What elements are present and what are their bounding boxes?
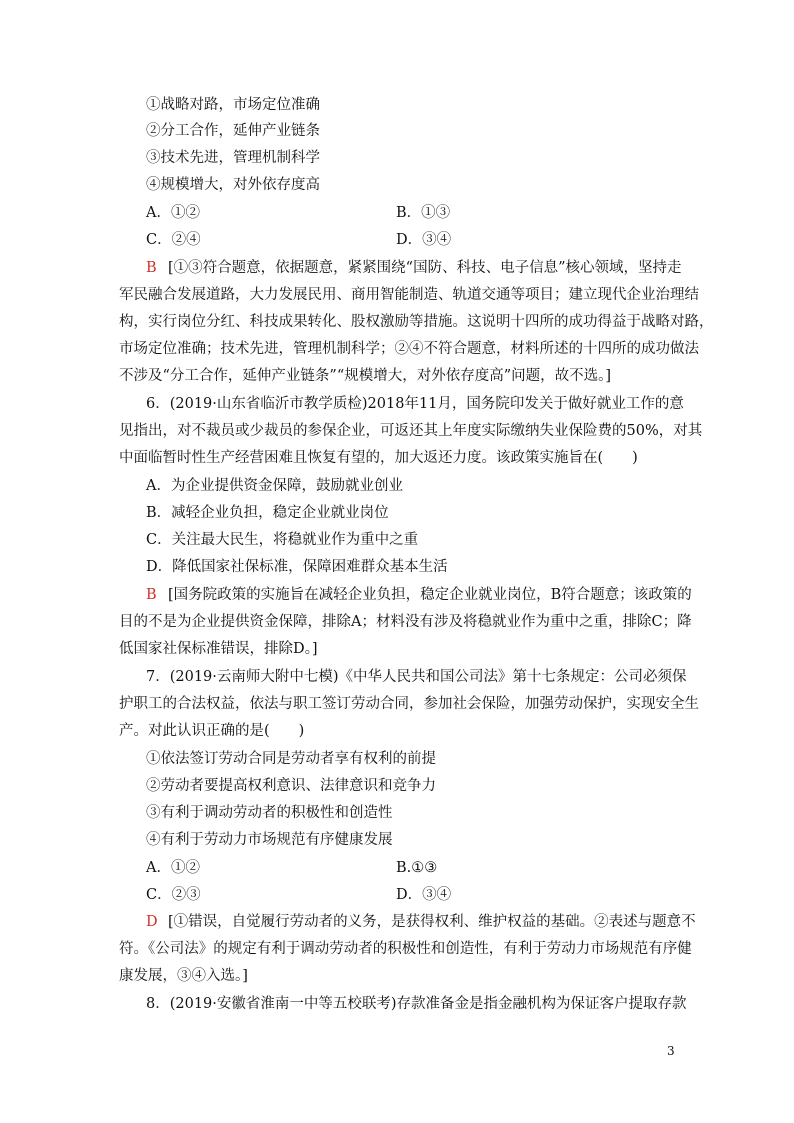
- q5-explanation-line-1: [①③符合题意，依据题意，紧紧围绕“国防、科技、电子信息”核心领域，坚持走: [168, 260, 682, 276]
- q6-explanation-line-1: [国务院政策的实施旨在减轻企业负担，稳定企业就业岗位，B符合题意；该政策的: [168, 587, 692, 603]
- q5-explanation-line-3: 构，实行岗位分红、科技成果转化、股权激励等措施。这说明十四所的成功得益于战略对路，: [119, 314, 714, 330]
- q7-stem-line-1: 7．(2019·云南师大附中七模)《中华人民共和国公司法》第十七条规定：公司必须保: [146, 669, 687, 685]
- q8-stem-line-1: 8．(2019·安徽省淮南一中等五校联考)存款准备金是指金融机构为保证客户提取存款: [146, 996, 687, 1012]
- page-number: 3: [667, 1044, 675, 1058]
- q7-item-2: ②劳动者要提高权利意识、法律意识和竞争力: [146, 778, 436, 794]
- q7-item-4: ④有利于劳动力市场规范有序健康发展: [146, 832, 393, 848]
- q7-option-b: B.①③: [396, 860, 438, 876]
- q5-option-d: D．③④: [396, 232, 452, 248]
- q5-option-a: A．①②: [146, 205, 200, 221]
- q6-stem-line-1: 6．(2019·山东省临沂市教学质检)2018年11月，国务院印发关于做好就业工作的意: [146, 396, 684, 412]
- q7-item-3: ③有利于调动劳动者的积极性和创造性: [146, 805, 393, 821]
- q7-explanation-line-2: 符。《公司法》的规定有利于调动劳动者的积极性和创造性，有利于劳动力市场规范有序健: [119, 941, 692, 957]
- q5-explanation-line-2: 军民融合发展道路，大力发展民用、商用智能制造、轨道交通等项目；建立现代企业治理结: [119, 287, 699, 303]
- q7-option-d: D．③④: [396, 887, 452, 903]
- q7-option-a: A．①②: [146, 860, 200, 876]
- q6-explanation-line-3: 低国家社保标准错误，排除D。]: [119, 641, 318, 657]
- q7-option-c: C．②③: [146, 887, 201, 903]
- q5-item-1: ①战略对路，市场定位准确: [146, 97, 320, 113]
- q6-answer: B: [146, 587, 157, 603]
- q6-stem-line-2: 见指出，对不裁员或少裁员的参保企业，可返还其上年度实际缴纳失业保险费的50%，对其: [119, 423, 703, 439]
- q7-stem-line-2: 护职工的合法权益，依法与职工签订劳动合同，参加社会保险，加强劳动保护，实现安全生: [119, 696, 699, 712]
- q5-explanation-line-4: 市场定位准确；技术先进，管理机制科学；②④不符合题意，材料所述的十四所的成功做法: [119, 341, 699, 357]
- q6-option-a: A．为企业提供资金保障，鼓励就业创业: [146, 478, 403, 494]
- q7-explanation-line-3: 康发展，③④入选。]: [119, 968, 248, 984]
- q7-item-1: ①依法签订劳动合同是劳动者享有权利的前提: [146, 751, 436, 767]
- q6-stem-line-3: 中面临暂时性生产经营困难且恢复有望的，加大返还力度。该政策实施旨在( ): [119, 450, 638, 466]
- q7-answer: D: [146, 914, 158, 930]
- q5-option-c: C．②④: [146, 232, 201, 248]
- q5-explanation-line-5: 不涉及“分工合作，延伸产业链条”“规模增大，对外依存度高”问题，故不选。]: [119, 368, 612, 384]
- q6-explanation-line-2: 目的不是为企业提供资金保障，排除A；材料没有涉及将稳就业作为重中之重，排除C；降: [119, 614, 692, 630]
- q5-item-3: ③技术先进，管理机制科学: [146, 150, 320, 166]
- q5-answer: B: [146, 260, 157, 276]
- q6-option-c: C．关注最大民生，将稳就业作为重中之重: [146, 532, 419, 548]
- q6-option-b: B．减轻企业负担，稳定企业就业岗位: [146, 505, 389, 521]
- q6-option-d: D．降低国家社保标准，保障困难群众基本生活: [146, 559, 448, 575]
- q5-item-2: ②分工合作，延伸产业链条: [146, 123, 320, 139]
- q7-stem-line-3: 产。对此认识正确的是( ): [119, 723, 305, 739]
- q5-option-b: B．①③: [396, 205, 451, 221]
- q5-item-4: ④规模增大，对外依存度高: [146, 177, 320, 193]
- q7-explanation-line-1: [①错误，自觉履行劳动者的义务，是获得权利、维护权益的基础。②表述与题意不: [168, 914, 696, 930]
